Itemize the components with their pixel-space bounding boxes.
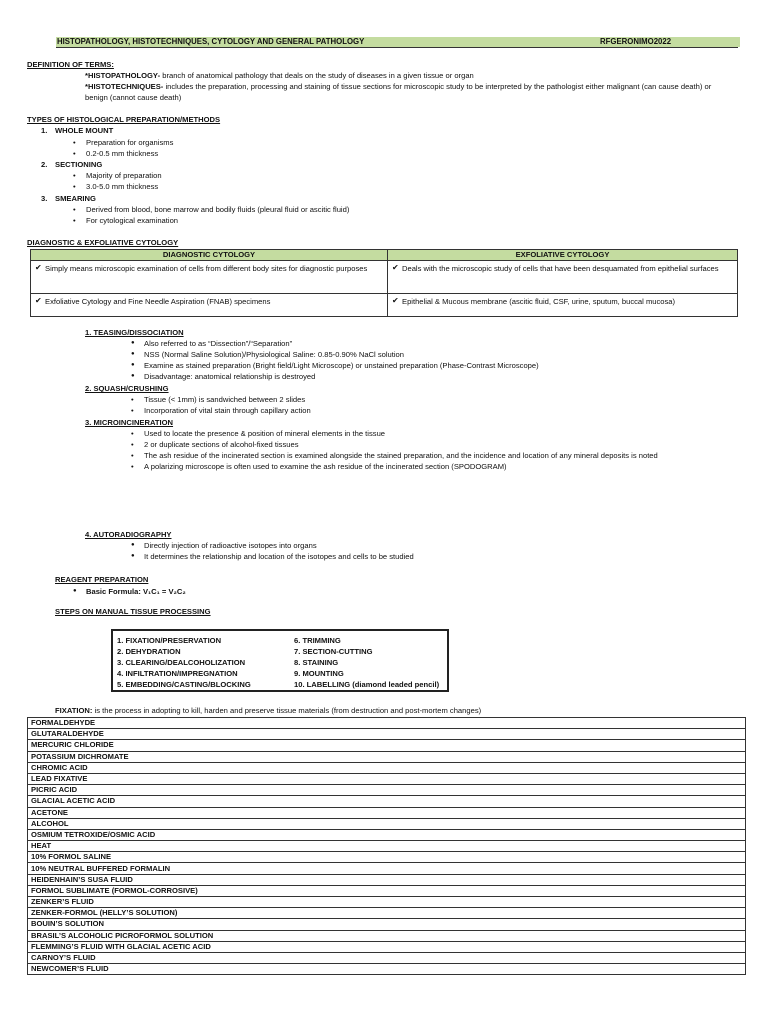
- list-item: • 3.0-5.0 mm thickness: [73, 181, 162, 192]
- steps-box: [111, 629, 449, 692]
- steps-left-column: [117, 635, 251, 690]
- table-row: [28, 829, 746, 840]
- table-row: [28, 908, 746, 919]
- fixative-cell: MERCURIC CHLORIDE: [28, 740, 746, 751]
- list-item: • For cytological examination: [73, 215, 349, 226]
- definition-histopathology: [85, 70, 735, 81]
- table-row: [31, 261, 738, 294]
- type-3-number: 3.: [41, 194, 48, 203]
- type-3-label: SMEARING: [55, 194, 96, 203]
- step-item: 4. INFILTRATION/IMPREGNATION: [117, 669, 238, 678]
- step-item: 9. MOUNTING: [294, 669, 344, 678]
- table-row: [28, 952, 746, 963]
- fixative-cell: LEAD FIXATIVE: [28, 773, 746, 784]
- fixative-cell: ZENKER-FORMOL (HELLY’S SOLUTION): [28, 908, 746, 919]
- method-4-heading: 4. AUTORADIOGRAPHY: [85, 530, 172, 539]
- document-author: RFGERONIMO2022: [600, 37, 672, 46]
- fixative-cell: 10% FORMOL SALINE: [28, 852, 746, 863]
- definition-histopathology-text: branch of anatomical pathology that deals on the study of diseases in a given tissue or organ: [160, 71, 474, 80]
- list-item: ● Also referred to as “Dissection”/“Separation”: [131, 338, 731, 349]
- column-header-diagnostic: DIAGNOSTIC CYTOLOGY: [31, 250, 388, 261]
- list-item: ● Directly injection of radioactive isotopes into organs: [131, 540, 731, 551]
- table-row: [28, 785, 746, 796]
- table-row: [28, 796, 746, 807]
- step-item: 5. EMBEDDING/CASTING/BLOCKING: [117, 680, 251, 689]
- step-item: 8. STAINING: [294, 658, 339, 667]
- term-histopathology: *HISTOPATHOLOGY-: [85, 71, 161, 80]
- list-item: • Incorporation of vital stain through capillary action: [131, 405, 731, 416]
- list-item: • 2 or duplicate sections of alcohol-fixed tissues: [131, 439, 741, 450]
- method-1-heading: 1. TEASING/DISSOCIATION: [85, 328, 184, 337]
- fixative-cell: BRASIL’S ALCOHOLIC PICROFORMOL SOLUTION: [28, 930, 746, 941]
- method-3-bullets: [131, 428, 741, 472]
- table-row: [28, 718, 746, 729]
- cell-text: Epithelial & Mucous membrane (ascitic fluid, CSF, urine, sputum, buccal mucosa): [402, 297, 676, 306]
- list-item: • The ash residue of the incinerated section is examined alongside the stained preparation, and the incidence and location of any mineral deposits is noted: [131, 450, 741, 461]
- fixatives-table: [27, 717, 746, 975]
- table-row: [28, 762, 746, 773]
- steps-right-column: [294, 635, 439, 690]
- document-title: HISTOPATHOLOGY, HISTOTECHNIQUES, CYTOLOGY AND GENERAL PATHOLOGY: [57, 37, 365, 46]
- fixative-cell: HEAT: [28, 841, 746, 852]
- fixative-cell: GLACIAL ACETIC ACID: [28, 796, 746, 807]
- fixative-cell: OSMIUM TETROXIDE/OSMIC ACID: [28, 829, 746, 840]
- fixation-text: is the process in adopting to kill, harden and preserve tissue materials (from destruction and post-mortem changes): [92, 706, 482, 715]
- table-row: [28, 751, 746, 762]
- fixative-cell: GLUTARALDEHYDE: [28, 729, 746, 740]
- type-2-bullets: [73, 170, 162, 192]
- step-item: 2. DEHYDRATION: [117, 647, 181, 656]
- cell-text: Exfoliative Cytology and Fine Needle Aspiration (FNAB) specimens: [45, 297, 271, 306]
- cytology-table: [30, 249, 738, 317]
- list-item: ● Examine as stained preparation (Bright field/Light Microscope) or unstained preparation (Phase-Contrast Microscope): [131, 360, 731, 371]
- fixative-cell: ACETONE: [28, 807, 746, 818]
- fixative-cell: CHROMIC ACID: [28, 762, 746, 773]
- table-header-row: [31, 250, 738, 261]
- cell-text: Deals with the microscopic study of cells that have been desquamated from epithelial surfaces: [402, 264, 719, 273]
- step-item: 1. FIXATION/PRESERVATION: [117, 636, 222, 645]
- term-histotechniques: *HISTOTECHNIQUES-: [85, 82, 164, 91]
- table-row: [28, 885, 746, 896]
- list-item: • Majority of preparation: [73, 170, 162, 181]
- list-item: ● It determines the relationship and location of the isotopes and cells to be studied: [131, 551, 731, 562]
- method-4-bullets: [131, 540, 731, 562]
- checkmark-icon: ✔: [392, 296, 399, 305]
- table-cell: [31, 294, 388, 317]
- fixative-cell: FORMALDEHYDE: [28, 718, 746, 729]
- step-item: 6. TRIMMING: [294, 636, 341, 645]
- table-row: [28, 897, 746, 908]
- list-item: ● NSS (Normal Saline Solution)/Physiological Saline: 0.85-0.90% NaCl solution: [131, 349, 731, 360]
- fixative-cell: FORMOL SUBLIMATE (FORMOL-CORROSIVE): [28, 885, 746, 896]
- checkmark-icon: ✔: [35, 263, 42, 272]
- table-row: [28, 863, 746, 874]
- definition-histotechniques-text: includes the preparation, processing and staining of tissue sections for microscopic study to be interpreted by the pathologist either malignant (can cause death) or benign (cannot cause death): [85, 82, 712, 102]
- table-row: [28, 841, 746, 852]
- header-underline: [56, 47, 738, 48]
- fixative-cell: 10% NEUTRAL BUFFERED FORMALIN: [28, 863, 746, 874]
- cell-text: Simply means microscopic examination of cells from different body sites for diagnostic purposes: [45, 264, 368, 273]
- type-2-label: SECTIONING: [55, 160, 103, 169]
- checkmark-icon: ✔: [35, 296, 42, 305]
- step-item: 7. SECTION-CUTTING: [294, 647, 373, 656]
- definitions-heading: DEFINITION OF TERMS:: [27, 60, 114, 69]
- table-cell: [31, 261, 388, 294]
- table-row: [31, 294, 738, 317]
- type-1-label: WHOLE MOUNT: [55, 126, 114, 135]
- fixative-cell: PICRIC ACID: [28, 785, 746, 796]
- fixative-cell: BOUIN’S SOLUTION: [28, 919, 746, 930]
- list-item: • Tissue (< 1mm) is sandwiched between 2 slides: [131, 394, 731, 405]
- table-row: [28, 740, 746, 751]
- checkmark-icon: ✔: [392, 263, 399, 272]
- table-row: [28, 773, 746, 784]
- table-row: [28, 919, 746, 930]
- list-item: • Preparation for organisms: [73, 137, 173, 148]
- method-2-heading: 2. SQUASH/CRUSHING: [85, 384, 169, 393]
- fixative-cell: POTASSIUM DICHROMATE: [28, 751, 746, 762]
- types-heading: TYPES OF HISTOLOGICAL PREPARATION/METHODS: [27, 115, 221, 124]
- cytology-heading: DIAGNOSTIC & EXFOLIATIVE CYTOLOGY: [27, 238, 179, 247]
- method-3-heading: 3. MICROINCINERATION: [85, 418, 174, 427]
- fixation-definition: [55, 705, 745, 716]
- table-row: [28, 807, 746, 818]
- fixative-cell: NEWCOMER’S FLUID: [28, 964, 746, 975]
- method-1-bullets: [131, 338, 731, 382]
- type-1-number: 1.: [41, 126, 48, 135]
- fixative-cell: ZENKER’S FLUID: [28, 897, 746, 908]
- list-item: ● Disadvantage: anatomical relationship is destroyed: [131, 371, 731, 382]
- type-1-bullets: [73, 137, 173, 159]
- reagent-bullets: [73, 586, 186, 597]
- table-row: [28, 964, 746, 975]
- table-row: [28, 729, 746, 740]
- list-item: • Derived from blood, bone marrow and bodily fluids (pleural fluid or ascitic fluid): [73, 204, 349, 215]
- table-row: [28, 874, 746, 885]
- reagent-heading: REAGENT PREPARATION: [55, 575, 149, 584]
- list-item: • A polarizing microscope is often used to examine the ash residue of the incinerated section (SPODOGRAM): [131, 461, 741, 472]
- fixative-cell: HEIDENHAIN’S SUSA FLUID: [28, 874, 746, 885]
- method-2-bullets: [131, 394, 731, 416]
- definition-histotechniques: [85, 81, 735, 103]
- table-cell: [388, 294, 738, 317]
- table-row: [28, 852, 746, 863]
- fixative-cell: CARNOY’S FLUID: [28, 952, 746, 963]
- list-item: • Used to locate the presence & position of mineral elements in the tissue: [131, 428, 741, 439]
- type-3-bullets: [73, 204, 349, 226]
- table-row: [28, 941, 746, 952]
- fixative-cell: ALCOHOL: [28, 818, 746, 829]
- fixation-label: FIXATION:: [55, 706, 93, 715]
- table-cell: [388, 261, 738, 294]
- list-item: • 0.2-0.5 mm thickness: [73, 148, 173, 159]
- fixative-cell: FLEMMING’S FLUID WITH GLACIAL ACETIC ACID: [28, 941, 746, 952]
- column-header-exfoliative: EXFOLIATIVE CYTOLOGY: [388, 250, 738, 261]
- step-item: 3. CLEARING/DEALCOHOLIZATION: [117, 658, 246, 667]
- formula-item: ● Basic Formula: V₁C₁ = V₂C₂: [73, 586, 186, 597]
- table-row: [28, 818, 746, 829]
- table-row: [28, 930, 746, 941]
- steps-heading: STEPS ON MANUAL TISSUE PROCESSING: [55, 607, 211, 616]
- step-item: 10. LABELLING (diamond leaded pencil): [294, 680, 440, 689]
- type-2-number: 2.: [41, 160, 48, 169]
